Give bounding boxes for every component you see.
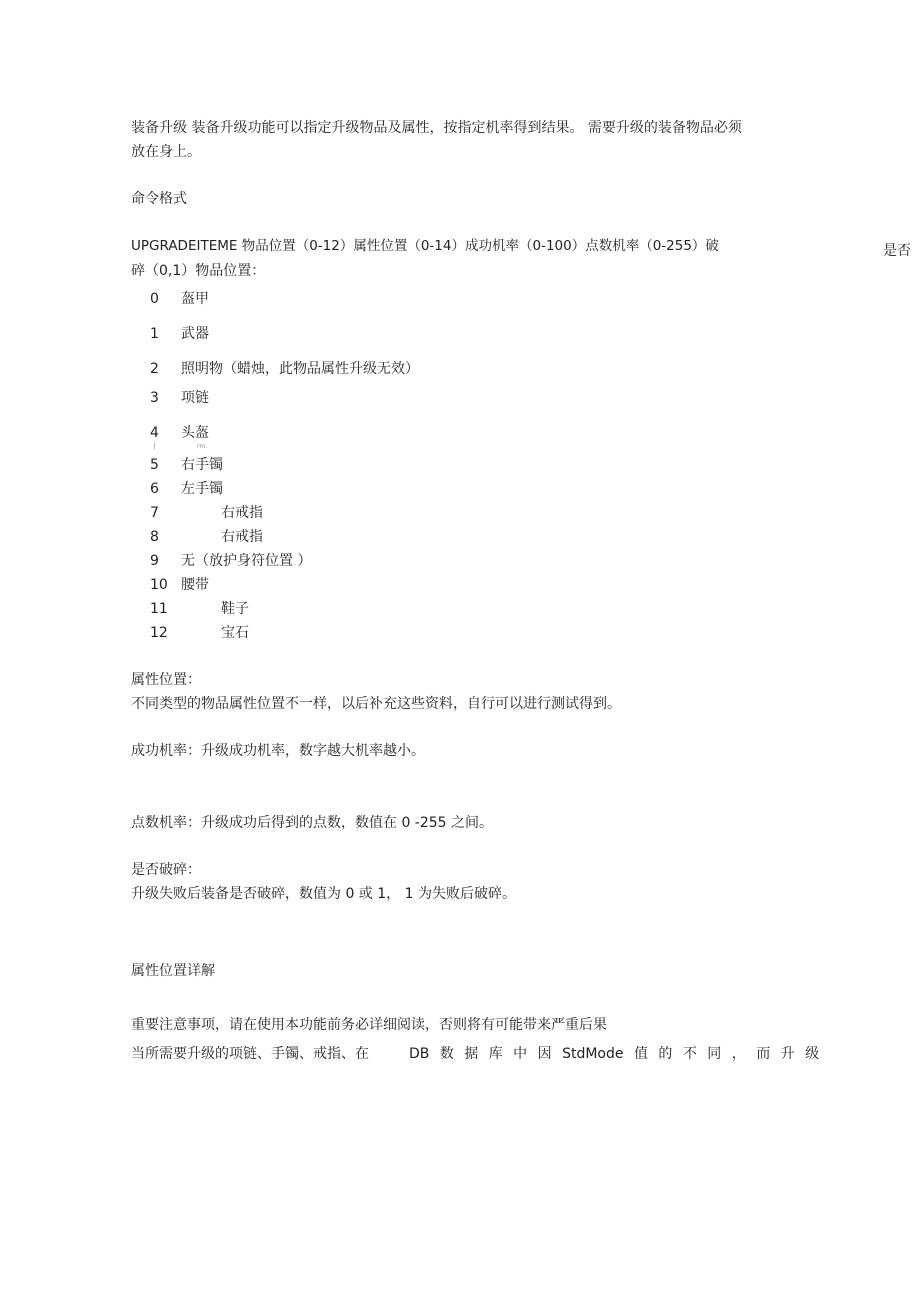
notice-line-2-end: DB 数 据 库 中 因 StdMode 值 的 不 同 ， 而 升 级 xyxy=(409,1046,820,1062)
position-number: 3 xyxy=(150,390,159,406)
position-name: 头盔 xyxy=(181,425,209,441)
success-rate-text: 成功机率：升级成功机率，数字越大机率越小。 xyxy=(131,743,425,759)
position-name: 腰带 xyxy=(181,577,209,593)
attribute-detail-heading: 属性位置详解 xyxy=(131,963,215,979)
position-name: 武器 xyxy=(181,326,209,342)
command-heading: 命令格式 xyxy=(131,191,187,207)
position-name: 宝石 xyxy=(221,625,249,641)
attribute-heading: 属性位置： xyxy=(131,672,201,688)
position-name: 项链 xyxy=(181,390,209,406)
command-syntax-line-1: UPGRADEITEME 物品位置（0-12）属性位置（0-14）成功机率（0-100）点数机率（0-255）破 xyxy=(131,238,719,254)
position-name: 右戒指 xyxy=(221,505,263,521)
position-number: 11 xyxy=(150,601,168,617)
position-number: 6 xyxy=(150,481,159,497)
position-number: 4 xyxy=(150,425,159,441)
position-number: 10 xyxy=(150,577,168,593)
position-number: 9 xyxy=(150,553,159,569)
notice-line-1: 重要注意事项，请在使用本功能前务必详细阅读，否则将有可能带来严重后果 xyxy=(131,1017,607,1033)
stray-tick-mark xyxy=(154,442,155,449)
points-rate-text: 点数机率：升级成功后得到的点数，数值在 0 -255 之间。 xyxy=(131,815,494,831)
position-number: 0 xyxy=(150,291,159,307)
intro-line-1: 装备升级 装备升级功能可以指定升级物品及属性，按指定机率得到结果。 需要升级的装备物品必须 xyxy=(131,120,742,136)
attribute-description: 不同类型的物品属性位置不一样，以后补充这些资料，自行可以进行测试得到。 xyxy=(131,696,621,712)
position-number: 12 xyxy=(150,625,168,641)
broken-heading: 是否破碎： xyxy=(131,862,201,878)
intro-line-2: 放在身上。 xyxy=(131,144,201,160)
position-number: 1 xyxy=(150,326,159,342)
position-name: 无（放护身符位置 ） xyxy=(181,553,312,569)
position-number: 2 xyxy=(150,361,159,377)
position-name: 盔甲 xyxy=(181,291,209,307)
position-name: 右戒指 xyxy=(221,529,263,545)
position-number: 5 xyxy=(150,457,159,473)
command-syntax-line-2: 碎（0,1）物品位置： xyxy=(131,263,266,279)
position-name: 照明物（蜡烛，此物品属性升级无效） xyxy=(181,361,419,377)
position-name: 右手镯 xyxy=(181,457,223,473)
stray-mark-text: rm. xyxy=(197,443,208,450)
position-name: 左手镯 xyxy=(181,481,223,497)
position-number: 7 xyxy=(150,505,159,521)
position-name: 鞋子 xyxy=(221,601,249,617)
command-margin-note: 是否 xyxy=(883,243,911,259)
position-number: 8 xyxy=(150,529,159,545)
broken-description: 升级失败后装备是否破碎，数值为 0 或 1， 1 为失败后破碎。 xyxy=(131,886,516,902)
notice-line-2-start: 当所需要升级的项链、手镯、戒指、在 xyxy=(131,1046,369,1062)
